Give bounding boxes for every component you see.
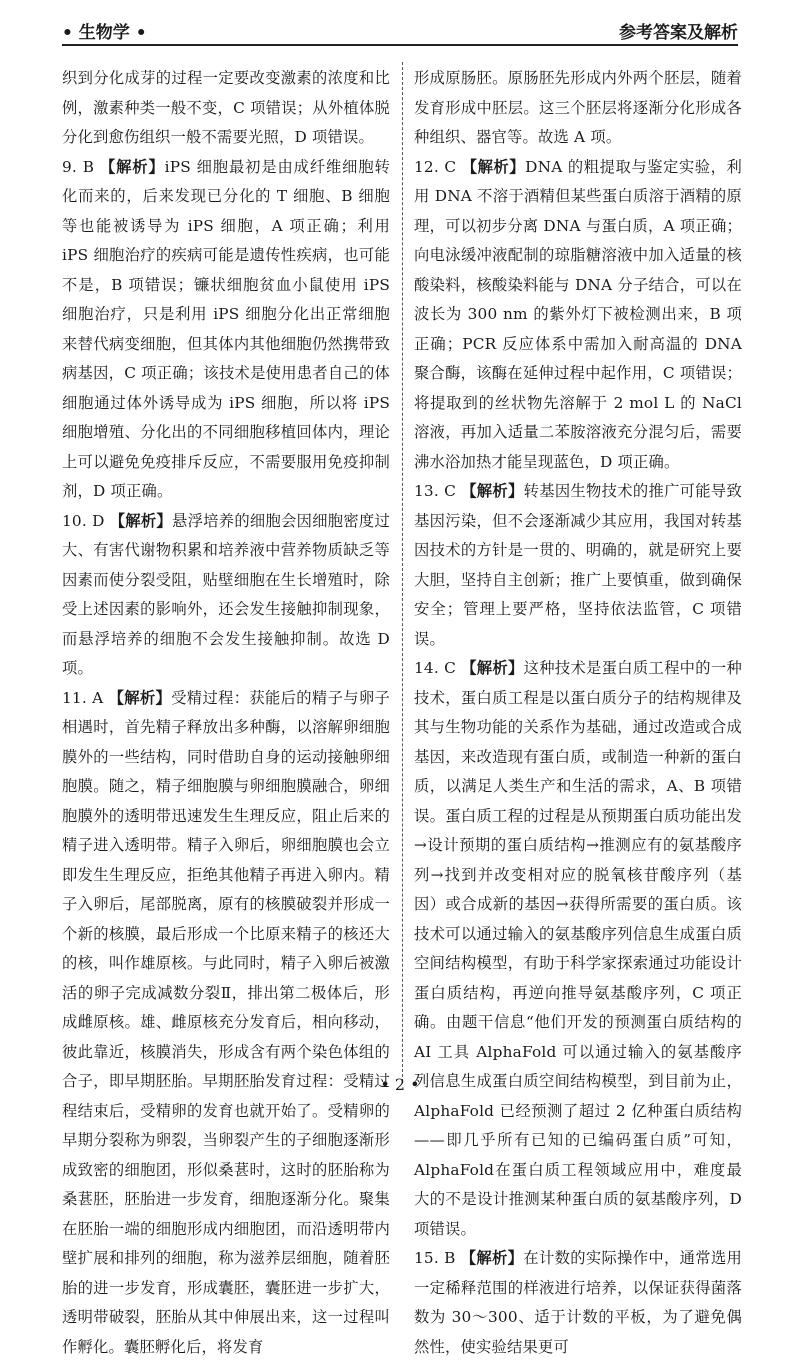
left-column bbox=[62, 64, 390, 1362]
answer-number: 12. C bbox=[414, 158, 456, 176]
analysis-tag: 【解析】 bbox=[461, 1249, 524, 1267]
answer-item bbox=[62, 684, 390, 1362]
analysis-tag: 【解析】 bbox=[461, 482, 523, 500]
answer-number: 14. C bbox=[414, 659, 456, 677]
answer-item bbox=[62, 153, 390, 507]
answer-text: 转基因生物技术的推广可能导致基因污染，但不会逐渐减少其应用，我国对转基因技术的方针是一贯的、明确的，就是研究上要大胆，坚持自主创新；推广上要慎重，做到确保安全；管理上要严格，坚持依法监管，C 项错误。 bbox=[414, 482, 742, 648]
answer-text: iPS 细胞最初是由成纤维细胞转化而来的，后来发现已分化的 T 细胞、B 细胞等也能被诱导为 iPS 细胞，A 项正确；利用 iPS 细胞治疗的疾病可能是遗传性疾病，也可能不是，B 项错误；镰状细胞贫血小鼠使用 iPS 细胞治疗，只是利用 iPS 细胞分化出正常细胞来替代病变细胞，但其体内其他细胞仍然携带致病基因，C 项正确；该技术是使用患者自己的体细胞通过体外诱导成为 iPS 细胞，所以将 iPS 细胞增殖、分化出的不同细胞移植回体内，理论上可以避免免疫排斥反应，不需要服用免疫抑制剂，D 项正确。 bbox=[62, 158, 390, 501]
answer-number: 13. C bbox=[414, 482, 456, 500]
answer-text: 悬浮培养的细胞会因细胞密度过大、有害代谢物积累和培养液中营养物质缺乏等因素而使分裂受阻，贴壁细胞在生长增殖时，除受上述因素的影响外，还会发生接触抑制现象，而悬浮培养的细胞不会发生接触抑制。故选 D 项。 bbox=[62, 512, 390, 678]
answer-continuation: 织到分化成芽的过程一定要改变激素的浓度和比例，激素种类一般不变，C 项错误；从外植体脱分化到愈伤组织一般不需要光照，D 项错误。 bbox=[62, 64, 390, 153]
analysis-tag: 【解析】 bbox=[461, 659, 523, 677]
answer-item bbox=[414, 477, 742, 654]
answer-number: 10. D bbox=[62, 512, 105, 530]
analysis-tag: 【解析】 bbox=[100, 158, 165, 176]
answer-item bbox=[62, 507, 390, 684]
answer-text: 在计数的实际操作中，通常选用一定稀释范围的样液进行培养，以保证获得菌落数为 30～300、适于计数的平板，为了避免偶然性，使实验结果更可 bbox=[414, 1249, 742, 1356]
answer-item bbox=[414, 654, 742, 1244]
answer-text: 这种技术是蛋白质工程中的一种技术，蛋白质工程是以蛋白质分子的结构规律及其与生物功能的关系作为基础，通过改造或合成基因，来改造现有蛋白质，或制造一种新的蛋白质，以满足人类生产和生活的需求，A、B 项错误。蛋白质工程的过程是从预期蛋白质功能出发→设计预期的蛋白质结构→推测应有的氨基酸序列→找到并改变相对应的脱氧核苷酸序列（基因）或合成新的基因→获得所需要的蛋白质。该技术可以通过输入的氨基酸序列信息生成蛋白质空间结构模型，有助于科学家探索通过功能设计蛋白质结构，再逆向推导氨基酸序列，C 项正确。由题干信息“他们开发的预测蛋白质结构的 AI 工具 AlphaFold 可以通过输入的氨基酸序列信息生成蛋白质空间结构模型，到目前为止，AlphaFold 已经预测了超过 2 亿种蛋白质结构——即几乎所有已知的已编码蛋白质”可知，AlphaFold在蛋白质工程领域应用中，难度最大的不是设计推测某种蛋白质的氨基酸序列，D 项错误。 bbox=[414, 659, 742, 1238]
page-header bbox=[62, 14, 738, 44]
header-rule bbox=[62, 44, 738, 46]
answer-text: DNA 的粗提取与鉴定实验，利用 DNA 不溶于酒精但某些蛋白质溶于酒精的原理，可以初步分离 DNA 与蛋白质，A 项正确；向电泳缓冲液配制的琼脂糖溶液中加入适量的核酸染料，核酸染料能与 DNA 分子结合，可以在波长为 300 nm 的紫外灯下被检测出来，B 项正确；PCR 反应体系中需加入耐高温的 DNA 聚合酶，该酶在延伸过程中起作用，C 项错误；将提取到的丝状物先溶解于 2 mol L 的 NaCl 溶液，再加入适量二苯胺溶液充分混匀后，需要沸水浴加热才能呈现蓝色，D 项正确。 bbox=[414, 158, 742, 471]
analysis-tag: 【解析】 bbox=[110, 512, 172, 530]
answer-item bbox=[414, 1244, 742, 1362]
answer-item bbox=[414, 153, 742, 478]
header-title: 参考答案及解析 bbox=[619, 18, 738, 43]
answer-number: 15. B bbox=[414, 1249, 456, 1267]
analysis-tag: 【解析】 bbox=[462, 158, 525, 176]
answer-number: 9. B bbox=[62, 158, 94, 176]
page-number: • 2 • bbox=[0, 1075, 800, 1094]
analysis-tag: 【解析】 bbox=[109, 689, 172, 707]
answer-number: 11. A bbox=[62, 689, 103, 707]
column-divider bbox=[402, 62, 403, 1082]
answer-text: 受精过程：获能后的精子与卵子相遇时，首先精子释放出多种酶，以溶解卵细胞膜外的一些结构，同时借助自身的运动接触卵细胞膜。随之，精子细胞膜与卵细胞膜融合，卵细胞膜外的透明带迅速发生生理反应，阻止后来的精子进入透明带。精子入卵后，卵细胞膜也会立即发生生理反应，拒绝其他精子再进入卵内。精子入卵后，尾部脱离，原有的核膜破裂并形成一个新的核膜，最后形成一个比原来精子的核还大的核，叫作雄原核。与此同时，精子入卵后被激活的卵子完成减数分裂Ⅱ，排出第二极体后，形成雌原核。雄、雌原核充分发育后，相向移动，彼此靠近，核膜消失，形成含有两个染色体组的合子，即早期胚胎。早期胚胎发育过程：受精过程结束后，受精卵的发育也就开始了。受精卵的早期分裂称为卵裂，当卵裂产生的子细胞逐渐形成致密的细胞团，形似桑葚时，这时的胚胎称为桑葚胚，胚胎进一步发育，细胞逐渐分化。聚集在胚胎一端的细胞形成内细胞团，而沿透明带内壁扩展和排列的细胞，称为滋养层细胞，随着胚胎的进一步发育，形成囊胚，囊胚进一步扩大，透明带破裂，胚胎从其中伸展出来，这一过程叫作孵化。囊胚孵化后，将发育 bbox=[62, 689, 390, 1356]
subject-label: • 生物学 • bbox=[62, 18, 147, 43]
answer-continuation: 形成原肠胚。原肠胚先形成内外两个胚层，随着发育形成中胚层。这三个胚层将逐渐分化形成各种组织、器官等。故选 A 项。 bbox=[414, 64, 742, 153]
right-column bbox=[414, 64, 742, 1362]
